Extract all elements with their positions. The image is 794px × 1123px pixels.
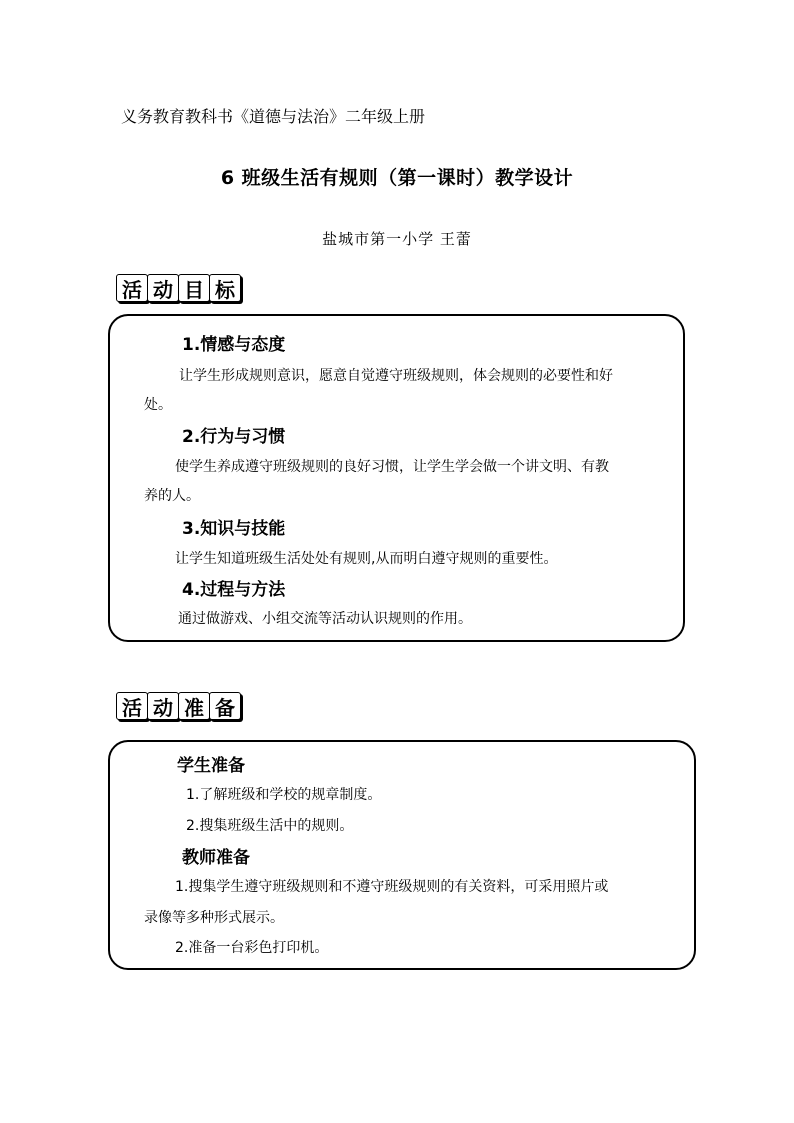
goal-text: 处。 bbox=[144, 397, 172, 413]
teacher-prep-item: 录像等多种形式展示。 bbox=[144, 910, 284, 926]
textbook-line: 义务教育教科书《道德与法治》二年级上册 bbox=[121, 107, 426, 126]
tag-char: 动 bbox=[147, 692, 179, 720]
tag-char: 标 bbox=[209, 274, 241, 302]
teacher-prep-item: 1.搜集学生遵守班级规则和不遵守班级规则的有关资料，可采用照片或 bbox=[175, 879, 609, 895]
goal-text: 让学生形成规则意识，愿意自觉遵守班级规则，体会规则的必要性和好 bbox=[179, 368, 613, 384]
student-prep-item: 2.搜集班级生活中的规则。 bbox=[186, 818, 354, 834]
author-line: 盐城市第一小学 王蕾 bbox=[322, 230, 472, 248]
document-title: 6 班级生活有规则（第一课时）教学设计 bbox=[220, 167, 574, 189]
goal-text: 让学生知道班级生活处处有规则,从而明白遵守规则的重要性。 bbox=[175, 551, 558, 567]
student-prep-heading: 学生准备 bbox=[177, 756, 245, 776]
tag-char: 活 bbox=[116, 274, 148, 302]
goal-heading: 3.知识与技能 bbox=[182, 519, 286, 539]
goal-text: 通过做游戏、小组交流等活动认识规则的作用。 bbox=[178, 611, 472, 627]
section-tag-prep bbox=[116, 692, 240, 720]
teacher-prep-item: 2.准备一台彩色打印机。 bbox=[175, 940, 329, 956]
tag-char: 目 bbox=[178, 274, 210, 302]
goal-heading: 4.过程与方法 bbox=[182, 580, 286, 600]
section-tag-goals bbox=[116, 274, 240, 302]
tag-char: 动 bbox=[147, 274, 179, 302]
student-prep-item: 1.了解班级和学校的规章制度。 bbox=[186, 787, 382, 803]
goal-text: 养的人。 bbox=[144, 488, 200, 504]
goal-text: 使学生养成遵守班级规则的良好习惯，让学生学会做一个讲文明、有教 bbox=[175, 459, 609, 475]
tag-char: 备 bbox=[209, 692, 241, 720]
goal-heading: 2.行为与习惯 bbox=[182, 427, 286, 447]
teacher-prep-heading: 教师准备 bbox=[182, 848, 250, 868]
tag-char: 准 bbox=[178, 692, 210, 720]
tag-char: 活 bbox=[116, 692, 148, 720]
goal-heading: 1.情感与态度 bbox=[182, 335, 286, 355]
